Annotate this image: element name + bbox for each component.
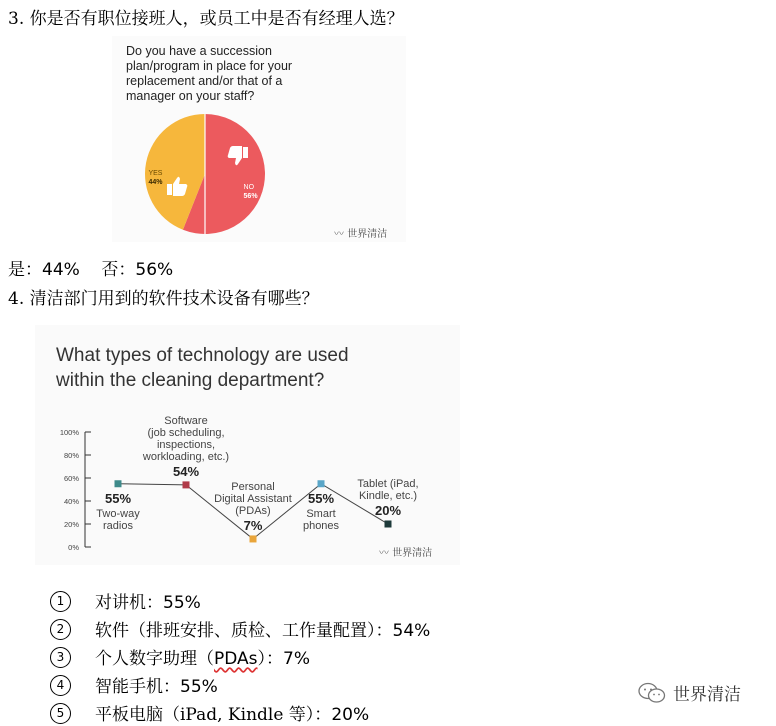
data-label: 20% — [374, 503, 402, 518]
list-item-text: 智能手机： — [95, 677, 180, 697]
list-item-value: 54% — [392, 621, 431, 641]
circled-number: 5 — [50, 703, 71, 724]
circled-number: 2 — [50, 619, 71, 640]
pie-value: 56% — [243, 192, 258, 200]
data-point — [250, 535, 257, 542]
data-point — [183, 481, 190, 488]
list-item-text: 软件（排班安排、质检、工作量配置）： — [95, 621, 393, 641]
list-item-abbrev: PDAs — [214, 649, 258, 669]
category-label: Personal — [231, 480, 275, 493]
list-item-value: 55% — [180, 677, 218, 697]
list-item-value: 20% — [331, 705, 370, 725]
watermark-text-2: 世界清洁 — [392, 548, 433, 559]
data-label: 55% — [307, 490, 335, 506]
pie-chart — [112, 36, 406, 242]
y-tick-label: 40% — [63, 497, 79, 506]
category-label: (PDAs) — [235, 504, 271, 517]
figure-watermark — [334, 225, 387, 240]
category-label: Two-way — [96, 507, 140, 520]
circled-number: 3 — [50, 647, 71, 668]
list-item-text: 平板电脑（iPad, Kindle 等）： — [95, 705, 332, 725]
list-item — [50, 616, 430, 642]
list-item — [50, 588, 201, 614]
list-item-text-post: ）： — [257, 649, 284, 669]
pie-question: Do you have a succession plan/program in place for your replacement and/or that of a manager on your staff? — [126, 44, 293, 103]
data-label: 55% — [104, 490, 132, 506]
brand-watermark — [637, 680, 741, 705]
category-label: inspections, — [156, 438, 216, 451]
watermark-icon: 〰 — [334, 229, 344, 240]
list-item-value: 55% — [163, 593, 201, 613]
list-item — [50, 672, 218, 698]
data-point — [318, 480, 325, 487]
category-label: Kindle, etc.) — [358, 490, 418, 502]
data-point — [385, 521, 392, 528]
wechat-icon — [637, 682, 667, 704]
list-item — [50, 644, 310, 670]
watermark-icon: 〰 — [379, 548, 389, 559]
brand-name: 世界清洁 — [673, 685, 741, 705]
list-item-text: 对讲机： — [95, 593, 163, 613]
data-label: 7% — [243, 517, 263, 533]
category-label: Software — [164, 414, 208, 427]
watermark-text: 世界清洁 — [347, 229, 388, 240]
pie-value: 44% — [148, 179, 163, 187]
circled-number: 1 — [50, 591, 71, 612]
category-label: Smart — [306, 507, 336, 520]
pie-label: YES — [148, 170, 163, 178]
y-tick-label: 0% — [68, 543, 79, 552]
y-tick-label: 20% — [63, 520, 79, 529]
technology-line-figure — [35, 325, 460, 565]
list-item-value: 7% — [283, 649, 311, 669]
list-item — [50, 700, 369, 726]
pie-label: NO — [243, 183, 255, 191]
y-tick-label: 60% — [63, 474, 79, 483]
question-4-title: 4. 清洁部门用到的软件技术设备有哪些？ — [8, 289, 319, 309]
y-tick-label: 100% — [59, 428, 79, 437]
line-chart — [35, 325, 460, 565]
category-label: Digital Assistant — [214, 492, 292, 505]
data-label: 54% — [172, 463, 200, 479]
line-chart-title: What types of technology are used within the cleaning department? — [56, 345, 349, 391]
data-point — [115, 480, 122, 487]
circled-number: 4 — [50, 675, 71, 696]
category-label: phones — [302, 519, 340, 532]
category-label: workloading, etc.) — [142, 450, 230, 463]
figure-watermark-2 — [379, 544, 432, 559]
y-tick-label: 80% — [63, 451, 79, 460]
category-label: radios — [103, 519, 133, 532]
succession-pie-figure — [112, 36, 406, 242]
category-label: (job scheduling, — [147, 426, 225, 439]
question-3-answer — [8, 255, 173, 280]
category-label: Tablet (iPad, — [357, 478, 419, 490]
answer-text: 是：44% 否：56% — [8, 260, 174, 280]
list-item-text: 个人数字助理（ — [95, 649, 214, 669]
question-3-title: 3. 你是否有职位接班人，或员工中是否有经理人选？ — [8, 9, 404, 29]
